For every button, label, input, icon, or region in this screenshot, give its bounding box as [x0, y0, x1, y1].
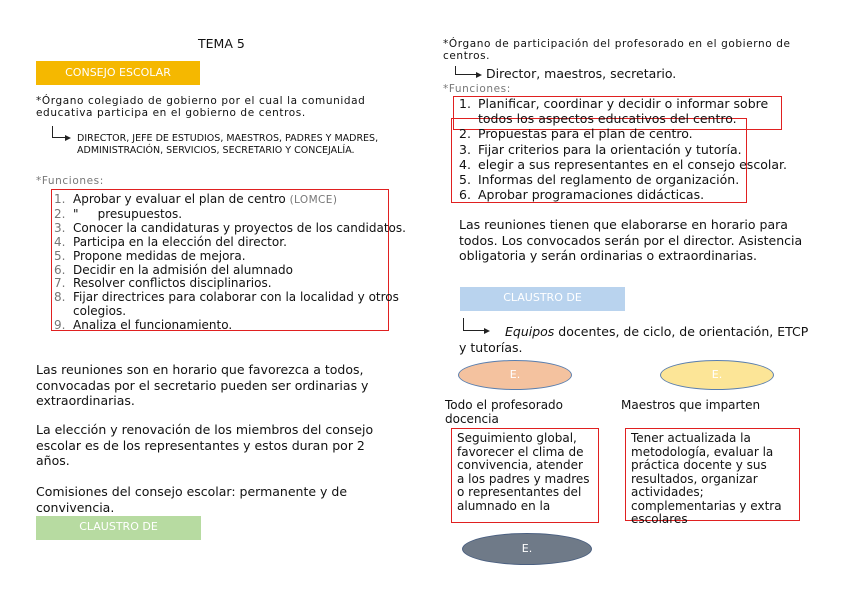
- list-item: 3. Fijar criterios para la orientación y tutoría.: [459, 141, 742, 157]
- consejo-reuniones-text: Las reuniones son en horario que favorezca a todos, convocadas por el secretario pueden ser ordinarias y extraordinarias.: [36, 362, 369, 408]
- equipos-rest: docentes, de ciclo, de orientación, ETCP y tutorías.: [459, 324, 809, 355]
- consejo-escolar-label: CONSEJO ESCOLAR: [36, 61, 200, 85]
- claustro-reuniones-text: Las reuniones tienen que elaborarse en horario para todos. Los convocados serán por el director. Asistencia obligatoria y serán ordinarias o extraordinarias.: [459, 217, 803, 263]
- equipo-orientacion-oval: E.: [462, 533, 592, 565]
- list-item: 3. Conocer la candidaturas y proyectos de los candidatos.: [54, 220, 406, 235]
- list-item: 1. Planificar, coordinar y decidir o informar sobre todos los aspectos educativos del centro.: [459, 96, 769, 127]
- arrow-icon: [52, 126, 65, 138]
- consejo-funciones-list: [54, 193, 407, 333]
- list-item: 2. " presupuestos.: [54, 206, 183, 221]
- equipo-ciclo-oval: E.: [660, 360, 774, 390]
- caption-equipo-docente: Todo el profesorado docencia: [445, 398, 564, 426]
- consejo-comisiones-text: Comisiones del consejo escolar: permanente y de convivencia.: [36, 484, 348, 515]
- list-item: 4. elegir a sus representantes en el consejo escolar.: [459, 156, 787, 172]
- list-item: 1. Aprobar y evaluar el plan de centro (LOMCE): [54, 192, 338, 206]
- equipo-docente-oval: E.: [458, 360, 572, 390]
- claustro-label-right: CLAUSTRO DE PROFESORADO: [460, 287, 625, 311]
- consejo-organo-text: [36, 95, 411, 119]
- equipos-emphasis: Equipos: [505, 324, 555, 339]
- consejo-members: DIRECTOR, JEFE DE ESTUDIOS, MAESTROS, PADRES Y MADRES, ADMINISTRACIÓN, SERVICIOS, SECRETARIO Y CONCEJALÍA.: [77, 133, 379, 156]
- list-item: 5. Propone medidas de mejora.: [54, 248, 246, 263]
- card-equipo-ciclo: Tener actualizada la metodología, evaluar la práctica docente y sus resultados, organizar actividades; complementarias y extra escolares: [625, 428, 800, 521]
- card-equipo-docente: Seguimiento global, favorecer el clima de convivencia, atender a los padres y madres o representantes del alumnado en la: [451, 428, 599, 523]
- claustro-members: Director, maestros, secretario.: [486, 66, 677, 81]
- list-item: 6. Aprobar programaciones didácticas.: [459, 187, 705, 203]
- list-item: 6. Decidir en la admisión del alumnado: [54, 262, 293, 277]
- list-item: 5. Informas del reglamento de organización.: [459, 172, 740, 188]
- claustro-funciones-list: [459, 96, 804, 202]
- claustro-organo-text: [443, 38, 803, 62]
- claustro-funciones-label: *Funciones:: [443, 83, 511, 95]
- list-item: 8. Fijar directrices para colaborar con la localidad y otros colegios.: [54, 290, 399, 319]
- consejo-funciones-label: *Funciones:: [36, 175, 104, 187]
- equipos-text: [459, 324, 814, 355]
- list-item: 4. Participa en la elección del director.: [54, 234, 287, 249]
- consejo-organo: *Órgano colegiado de gobierno por el cual la comunidad educativa participa en el gobierno de centros.: [36, 95, 366, 119]
- list-item: 7. Resolver conflictos disciplinarios.: [54, 276, 272, 291]
- arrow-icon: [455, 66, 476, 75]
- list-item: 9. Analiza el funcionamiento.: [54, 318, 233, 333]
- page-title: TEMA 5: [198, 36, 245, 51]
- claustro-organo: *Órgano de participación del profesorado en el gobierno de centros.: [443, 38, 791, 62]
- claustro-label-left: CLAUSTRO DE PROFESORADO: [36, 516, 201, 540]
- caption-equipo-ciclo: Maestros que imparten: [621, 398, 761, 412]
- consejo-eleccion-text: La elección y renovación de los miembros del consejo escolar es de los representantes y estos duran por 2 años.: [36, 422, 374, 468]
- list-item: 2. Propuestas para el plan de centro.: [459, 126, 693, 142]
